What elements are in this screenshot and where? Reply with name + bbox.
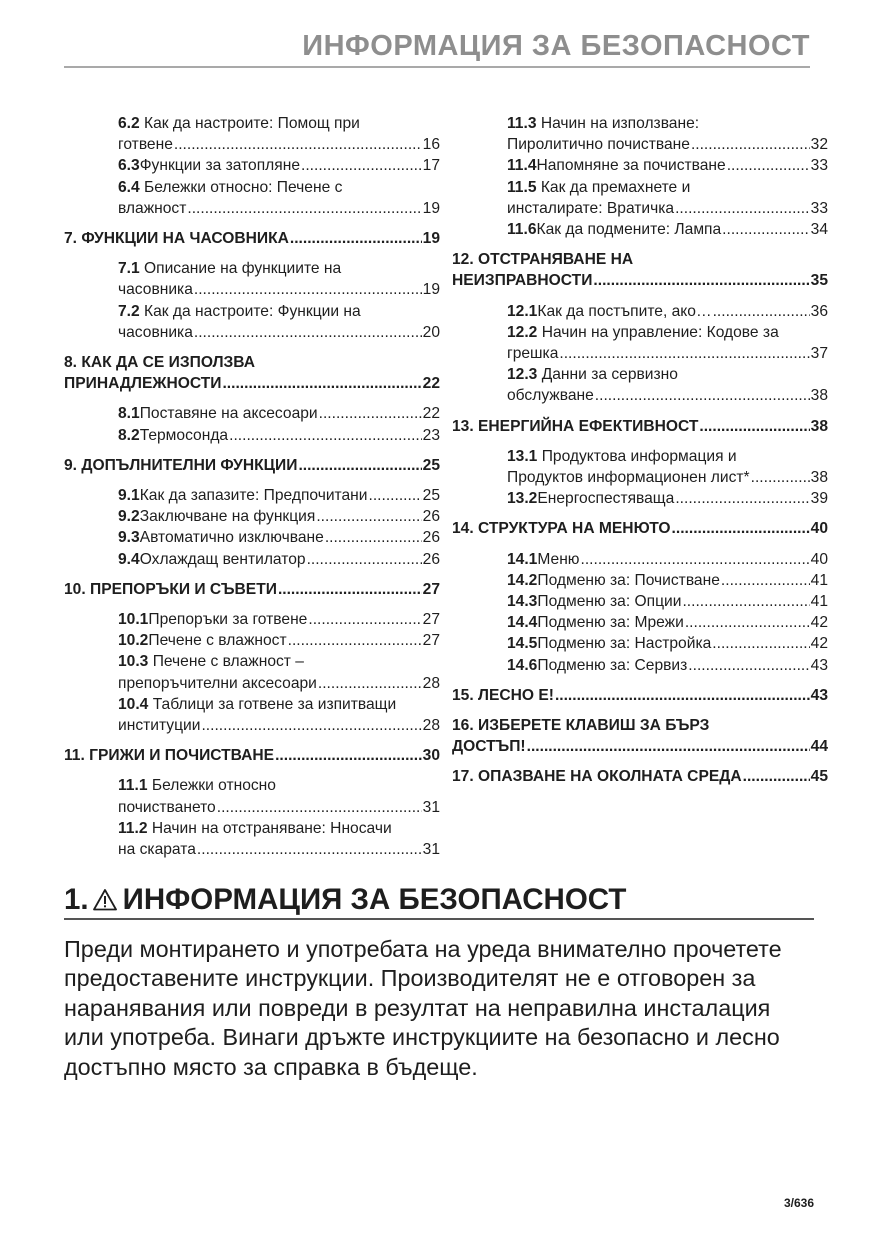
toc-page-number: 25 <box>422 487 440 505</box>
toc-subsection-entry[interactable] <box>64 258 440 300</box>
toc-subsection-entry[interactable] <box>452 155 828 176</box>
toc-dot-leader <box>721 570 810 591</box>
toc-subsection-entry[interactable] <box>452 633 828 654</box>
toc-entry-text: Автоматично изключване <box>139 529 324 547</box>
toc-entry-number: 12.1 <box>507 302 538 320</box>
toc-dot-leader <box>559 343 809 364</box>
toc-dot-leader <box>685 612 810 633</box>
toc-entry-text: 11. ГРИЖИ И ПОЧИСТВАНЕ <box>64 747 275 765</box>
toc-page-number: 44 <box>810 738 828 756</box>
safety-intro-paragraph: Преди монтирането и употребата на уреда внимателно прочетете предоставените инструкции. Производителят не е отговорен за наранявания или повреди в резултат на неправилна инсталация или употреба. Винаги дръжте инструкциите на безопасно и лесно достъпно място за справка в бъдеще. <box>64 936 782 1080</box>
toc-page-number: 35 <box>810 272 828 290</box>
toc-page-number: 26 <box>422 529 440 547</box>
toc-subsection-entry[interactable] <box>452 570 828 591</box>
toc-entry-text: 16. ИЗБЕРЕТЕ КЛАВИШ ЗА БЪРЗ <box>452 717 710 735</box>
toc-entry-number: 9.4 <box>118 550 140 568</box>
toc-entry-number: 11.2 <box>118 819 148 837</box>
toc-subsection-entry[interactable] <box>64 113 440 155</box>
toc-entry-text: НЕИЗПРАВНОСТИ <box>452 272 593 290</box>
toc-entry-line <box>118 485 440 506</box>
toc-subsection-entry[interactable] <box>64 403 440 424</box>
page-number: 3/636 <box>783 1196 814 1210</box>
toc-page-number: 30 <box>422 747 440 765</box>
toc-entry-number: 7.1 <box>118 260 140 278</box>
toc-entry-text: обслужване <box>507 387 594 405</box>
toc-page-number: 37 <box>810 345 828 363</box>
toc-subsection-entry[interactable] <box>452 591 828 612</box>
toc-dot-leader <box>318 673 422 694</box>
toc-entry-text: препоръчителни аксесоари <box>118 674 317 692</box>
toc-dot-leader <box>201 715 421 736</box>
toc-entry-line <box>118 198 440 219</box>
toc-page-number: 27 <box>422 611 440 629</box>
toc-entry-number: 11.4 <box>507 157 537 175</box>
warning-triangle-icon <box>93 883 117 921</box>
toc-entry-line <box>64 579 440 600</box>
toc-entry-number: 11.1 <box>118 777 148 795</box>
toc-entry-line <box>118 651 440 672</box>
toc-entry-text: Данни за сервизно <box>537 366 678 384</box>
toc-entry-text: почистването <box>118 798 216 816</box>
toc-entry-line <box>64 373 440 394</box>
table-of-contents-right-column <box>452 113 828 797</box>
table-of-contents-left-column <box>64 113 440 860</box>
toc-entry-text: часовника <box>118 323 193 341</box>
toc-page-number: 26 <box>422 550 440 568</box>
header-divider <box>64 66 810 68</box>
toc-entry-line <box>507 364 828 385</box>
toc-entry-text: грешка <box>507 345 559 363</box>
toc-entry-line <box>507 633 828 654</box>
toc-subsection-entry[interactable] <box>64 527 440 548</box>
toc-page-number: 36 <box>810 302 828 320</box>
toc-entry-number: 8.2 <box>118 426 140 444</box>
toc-entry-text: 17. ОПАЗВАНЕ НА ОКОЛНАТА СРЕДА <box>452 768 742 786</box>
toc-subsection-entry[interactable] <box>64 485 440 506</box>
toc-dot-leader <box>581 549 810 570</box>
toc-entry-text: Начин на отстраняване: Нносачи <box>147 819 392 837</box>
toc-entry-line <box>452 416 828 437</box>
toc-chapter-entry[interactable] <box>64 745 440 766</box>
toc-entry-text: Начин на управление: Кодове за <box>537 323 779 341</box>
toc-subsection-entry[interactable] <box>452 446 828 488</box>
toc-entry-line <box>507 612 828 633</box>
toc-entry-text: Функции за затопляне <box>139 157 301 175</box>
toc-dot-leader <box>308 609 421 630</box>
toc-page-number: 19 <box>422 281 440 299</box>
toc-dot-leader <box>174 134 422 155</box>
toc-entry-text: Начин на използване: <box>536 115 700 132</box>
toc-entry-text: Подменю за: Почистване <box>537 571 720 589</box>
toc-page-number: 43 <box>810 686 828 704</box>
toc-entry-text: часовника <box>118 281 193 299</box>
toc-dot-leader <box>307 549 422 570</box>
toc-subsection-entry[interactable] <box>64 694 440 736</box>
toc-subsection-entry[interactable] <box>64 506 440 527</box>
toc-entry-line <box>507 301 828 322</box>
section-number: 1. <box>64 883 89 916</box>
toc-entry-line <box>507 591 828 612</box>
toc-dot-leader <box>290 228 422 249</box>
toc-subsection-entry[interactable] <box>64 155 440 176</box>
toc-entry-number: 6.3 <box>118 157 140 175</box>
toc-entry-line <box>507 177 828 198</box>
toc-subsection-entry[interactable] <box>452 364 828 406</box>
toc-entry-text: 14. СТРУКТУРА НА МЕНЮТО <box>452 520 671 538</box>
toc-dot-leader <box>194 279 422 300</box>
toc-page-number: 34 <box>810 221 828 239</box>
toc-entry-text: Енергоспестяваща <box>537 490 675 508</box>
toc-dot-leader <box>722 219 809 240</box>
toc-entry-text: ПРИНАДЛЕЖНОСТИ <box>64 375 222 393</box>
toc-page-number: 43 <box>810 656 828 674</box>
toc-page-number: 28 <box>422 674 440 692</box>
toc-dot-leader <box>751 467 810 488</box>
toc-entry-line <box>507 343 828 364</box>
toc-dot-leader <box>672 518 810 539</box>
toc-dot-leader <box>325 527 422 548</box>
toc-entry-line <box>118 506 440 527</box>
toc-page-number: 41 <box>810 593 828 611</box>
toc-dot-leader <box>301 155 422 176</box>
toc-entry-number: 11.6 <box>507 221 537 239</box>
toc-subsection-entry[interactable] <box>452 177 828 219</box>
toc-entry-text: Термосонда <box>139 426 229 444</box>
toc-subsection-entry[interactable] <box>64 425 440 446</box>
toc-entry-line <box>452 715 828 736</box>
toc-entry-text: Препоръки за готвене <box>148 611 308 629</box>
toc-entry-line <box>118 113 440 134</box>
toc-entry-line <box>64 228 440 249</box>
toc-page-number: 22 <box>422 405 440 423</box>
toc-entry-number: 14.2 <box>507 571 538 589</box>
toc-entry-text: Бележки относно: Печене с <box>139 178 343 196</box>
toc-dot-leader <box>743 766 810 787</box>
toc-chapter-entry[interactable] <box>452 249 828 291</box>
section-divider <box>64 918 814 920</box>
toc-subsection-entry[interactable] <box>64 651 440 693</box>
toc-entry-line <box>118 694 440 715</box>
toc-subsection-entry[interactable] <box>64 630 440 651</box>
toc-subsection-entry[interactable] <box>452 655 828 676</box>
toc-entry-text: ДОСТЪП! <box>452 738 526 756</box>
toc-page-number: 22 <box>422 375 440 393</box>
toc-entry-line <box>118 673 440 694</box>
toc-page-number: 40 <box>810 520 828 538</box>
toc-page-number: 17 <box>422 157 440 175</box>
toc-entry-line <box>507 219 828 240</box>
toc-entry-text: Заключване на функция <box>139 508 316 526</box>
toc-entry-text: инсталирате: Вратичка <box>507 199 675 217</box>
toc-entry-line <box>507 385 828 406</box>
toc-page-number: 19 <box>422 230 440 248</box>
toc-entry-text: Описание на функциите на <box>139 260 342 278</box>
toc-entry-line <box>118 155 440 176</box>
toc-entry-line <box>507 446 828 467</box>
toc-dot-leader <box>675 488 809 509</box>
toc-entry-line <box>507 570 828 591</box>
toc-page-number: 33 <box>810 157 828 175</box>
toc-entry-text: 15. ЛЕСНО Е! <box>452 686 554 704</box>
toc-entry-text: Подменю за: Сервиз <box>537 656 688 674</box>
toc-entry-line <box>118 775 440 796</box>
toc-page-number: 27 <box>422 580 440 598</box>
toc-dot-leader <box>278 579 422 600</box>
toc-entry-number: 10.2 <box>118 632 149 650</box>
toc-dot-leader <box>316 506 421 527</box>
toc-page-number: 31 <box>422 798 440 816</box>
toc-dot-leader <box>217 797 422 818</box>
toc-entry-number: 14.6 <box>507 656 538 674</box>
toc-entry-text: Бележки относно <box>147 777 276 795</box>
toc-entry-text: готвене <box>118 136 173 154</box>
toc-entry-line <box>118 839 440 860</box>
toc-page-number: 19 <box>422 199 440 217</box>
toc-entry-number: 9.2 <box>118 508 140 526</box>
toc-entry-number: 13.1 <box>507 447 538 465</box>
toc-page-number: 38 <box>810 469 828 487</box>
toc-entry-text: Подменю за: Опции <box>537 593 682 611</box>
toc-entry-number: 11.3 <box>507 115 537 132</box>
toc-entry-text: Продуктова информация и <box>537 447 737 465</box>
toc-entry-line <box>118 177 440 198</box>
toc-entry-line <box>507 488 828 509</box>
toc-entry-text: Печене с влажност – <box>148 653 304 671</box>
toc-entry-text: 7. ФУНКЦИИ НА ЧАСОВНИКА <box>64 230 289 248</box>
toc-entry-number: 10.4 <box>118 695 149 713</box>
toc-entry-text: Печене с влажност <box>148 632 287 650</box>
toc-entry-number: 14.5 <box>507 635 538 653</box>
toc-entry-line <box>118 134 440 155</box>
toc-entry-line <box>507 467 828 488</box>
toc-entry-line <box>118 258 440 279</box>
toc-entry-line <box>118 609 440 630</box>
toc-page-number: 33 <box>810 199 828 217</box>
toc-dot-leader <box>229 425 422 446</box>
toc-entry-number: 14.1 <box>507 550 538 568</box>
toc-page-number: 32 <box>810 136 828 154</box>
toc-entry-line <box>118 630 440 651</box>
toc-chapter-entry[interactable] <box>64 352 440 394</box>
toc-subsection-entry[interactable] <box>452 549 828 570</box>
toc-subsection-entry[interactable] <box>452 612 828 633</box>
toc-entry-text: Как да премахнете и <box>536 178 691 196</box>
toc-chapter-entry[interactable] <box>64 228 440 249</box>
toc-dot-leader <box>319 403 422 424</box>
toc-chapter-entry[interactable] <box>64 455 440 476</box>
toc-page-number: 38 <box>810 387 828 405</box>
toc-entry-text: Продуктов информационен лист* <box>507 469 750 487</box>
toc-subsection-entry[interactable] <box>452 301 828 322</box>
toc-entry-text: 12. ОТСТРАНЯВАНЕ НА <box>452 251 634 269</box>
toc-entry-line <box>452 736 828 757</box>
toc-entry-line <box>507 198 828 219</box>
toc-entry-line <box>452 249 828 270</box>
toc-subsection-entry[interactable] <box>64 177 440 219</box>
toc-entry-text: Напомняне за почистване <box>536 157 726 175</box>
toc-dot-leader <box>712 633 809 654</box>
toc-chapter-entry[interactable] <box>452 685 828 706</box>
toc-page-number: 41 <box>810 571 828 589</box>
toc-chapter-entry[interactable] <box>452 416 828 437</box>
toc-entry-line <box>118 527 440 548</box>
toc-dot-leader <box>187 198 421 219</box>
toc-subsection-entry[interactable] <box>64 775 440 817</box>
toc-entry-line <box>118 425 440 446</box>
toc-entry-line <box>64 455 440 476</box>
toc-entry-text: Как да постъпите, ако… <box>537 302 712 320</box>
toc-entry-text: Таблици за готвене за изпитващи <box>148 695 397 713</box>
toc-page-number: 40 <box>810 550 828 568</box>
toc-entry-line <box>452 518 828 539</box>
toc-page-number: 31 <box>422 841 440 859</box>
toc-entry-line <box>118 301 440 322</box>
toc-entry-text: Как да подмените: Лампа <box>536 221 722 239</box>
toc-entry-number: 9.1 <box>118 487 140 505</box>
toc-dot-leader <box>682 591 809 612</box>
toc-entry-line <box>507 155 828 176</box>
toc-dot-leader <box>194 322 422 343</box>
toc-entry-number: 8.1 <box>118 405 140 423</box>
toc-page-number: 38 <box>810 417 828 435</box>
toc-entry-text: Пиролитично почистване <box>507 136 690 154</box>
section-title-text: ИНФОРМАЦИЯ ЗА БЕЗОПАСНОСТ <box>122 883 627 916</box>
page-header-title: ИНФОРМАЦИЯ ЗА БЕЗОПАСНОСТ <box>302 30 810 62</box>
toc-subsection-entry[interactable] <box>452 488 828 509</box>
toc-page-number: 42 <box>810 614 828 632</box>
toc-subsection-entry[interactable] <box>64 818 440 860</box>
toc-entry-text: институции <box>118 717 201 735</box>
toc-entry-text: Как да настроите: Помощ при <box>139 115 360 132</box>
toc-entry-line <box>507 134 828 155</box>
toc-entry-number: 14.4 <box>507 614 538 632</box>
toc-entry-number: 11.5 <box>507 178 537 196</box>
toc-entry-number: 10.3 <box>118 653 149 671</box>
toc-entry-line <box>507 322 828 343</box>
toc-entry-text: Поставяне на аксесоари <box>139 405 318 423</box>
toc-page-number: 16 <box>422 136 440 154</box>
toc-entry-text: на скарата <box>118 841 196 859</box>
toc-dot-leader <box>699 416 809 437</box>
toc-chapter-entry[interactable] <box>452 518 828 539</box>
toc-page-number: 20 <box>422 323 440 341</box>
toc-page-number: 27 <box>422 632 440 650</box>
toc-entry-number: 13.2 <box>507 490 538 508</box>
toc-chapter-entry[interactable] <box>452 715 828 757</box>
toc-entry-number: 14.3 <box>507 593 538 611</box>
toc-entry-line <box>64 352 440 373</box>
toc-dot-leader <box>288 630 422 651</box>
toc-page-number: 23 <box>422 426 440 444</box>
toc-subsection-entry[interactable] <box>64 609 440 630</box>
toc-entry-line <box>452 270 828 291</box>
toc-dot-leader <box>369 485 422 506</box>
toc-page-number: 26 <box>422 508 440 526</box>
toc-entry-text: 8. КАК ДА СЕ ИЗПОЛЗВА <box>64 354 256 372</box>
toc-entry-line <box>452 766 828 787</box>
toc-dot-leader <box>593 270 809 291</box>
toc-page-number: 42 <box>810 635 828 653</box>
toc-entry-line <box>118 818 440 839</box>
toc-entry-line <box>118 279 440 300</box>
toc-entry-line <box>507 113 828 134</box>
toc-entry-line <box>118 715 440 736</box>
toc-entry-line <box>507 655 828 676</box>
toc-dot-leader <box>691 134 810 155</box>
toc-entry-number: 6.2 <box>118 115 140 132</box>
toc-page-number: 28 <box>422 717 440 735</box>
toc-dot-leader <box>675 198 810 219</box>
toc-dot-leader <box>688 655 809 676</box>
toc-entry-number: 10.1 <box>118 611 149 629</box>
toc-entry-text: Как да запазите: Предпочитани <box>139 487 368 505</box>
toc-entry-line <box>118 322 440 343</box>
toc-dot-leader <box>555 685 810 706</box>
toc-subsection-entry[interactable] <box>452 113 828 155</box>
toc-entry-number: 9.3 <box>118 529 140 547</box>
toc-subsection-entry[interactable] <box>452 219 828 240</box>
toc-page-number: 45 <box>810 768 828 786</box>
toc-page-number: 39 <box>810 490 828 508</box>
toc-entry-number: 12.2 <box>507 323 538 341</box>
toc-entry-line <box>64 745 440 766</box>
toc-dot-leader <box>595 385 810 406</box>
toc-entry-text: 13. ЕНЕРГИЙНА ЕФЕКТИВНОСТ <box>452 417 699 435</box>
toc-dot-leader <box>275 745 422 766</box>
toc-entry-text: Подменю за: Настройка <box>537 635 712 653</box>
section-heading <box>64 881 814 921</box>
toc-subsection-entry[interactable] <box>64 549 440 570</box>
toc-entry-line <box>118 403 440 424</box>
toc-chapter-entry[interactable] <box>64 579 440 600</box>
toc-page-number: 25 <box>422 456 440 474</box>
toc-entry-text: Подменю за: Мрежи <box>537 614 684 632</box>
toc-dot-leader <box>713 301 810 322</box>
toc-entry-line <box>452 685 828 706</box>
toc-chapter-entry[interactable] <box>452 766 828 787</box>
toc-entry-number: 6.4 <box>118 178 140 196</box>
toc-entry-text: Меню <box>537 550 580 568</box>
toc-entry-line <box>118 549 440 570</box>
toc-dot-leader <box>727 155 810 176</box>
toc-entry-text: влажност <box>118 199 187 217</box>
toc-dot-leader <box>222 373 421 394</box>
toc-entry-text: Охлаждащ вентилатор <box>139 550 306 568</box>
toc-entry-text: 9. ДОПЪЛНИТЕЛНИ ФУНКЦИИ <box>64 456 298 474</box>
toc-entry-line <box>118 797 440 818</box>
toc-entry-number: 12.3 <box>507 366 538 384</box>
toc-entry-text: Как да настроите: Функции на <box>139 302 361 320</box>
toc-dot-leader <box>197 839 422 860</box>
toc-entry-text: 10. ПРЕПОРЪКИ И СЪВЕТИ <box>64 580 277 598</box>
toc-dot-leader <box>527 736 810 757</box>
toc-entry-number: 7.2 <box>118 302 140 320</box>
toc-subsection-entry[interactable] <box>64 301 440 343</box>
toc-entry-line <box>507 549 828 570</box>
toc-subsection-entry[interactable] <box>452 322 828 364</box>
toc-dot-leader <box>298 455 421 476</box>
